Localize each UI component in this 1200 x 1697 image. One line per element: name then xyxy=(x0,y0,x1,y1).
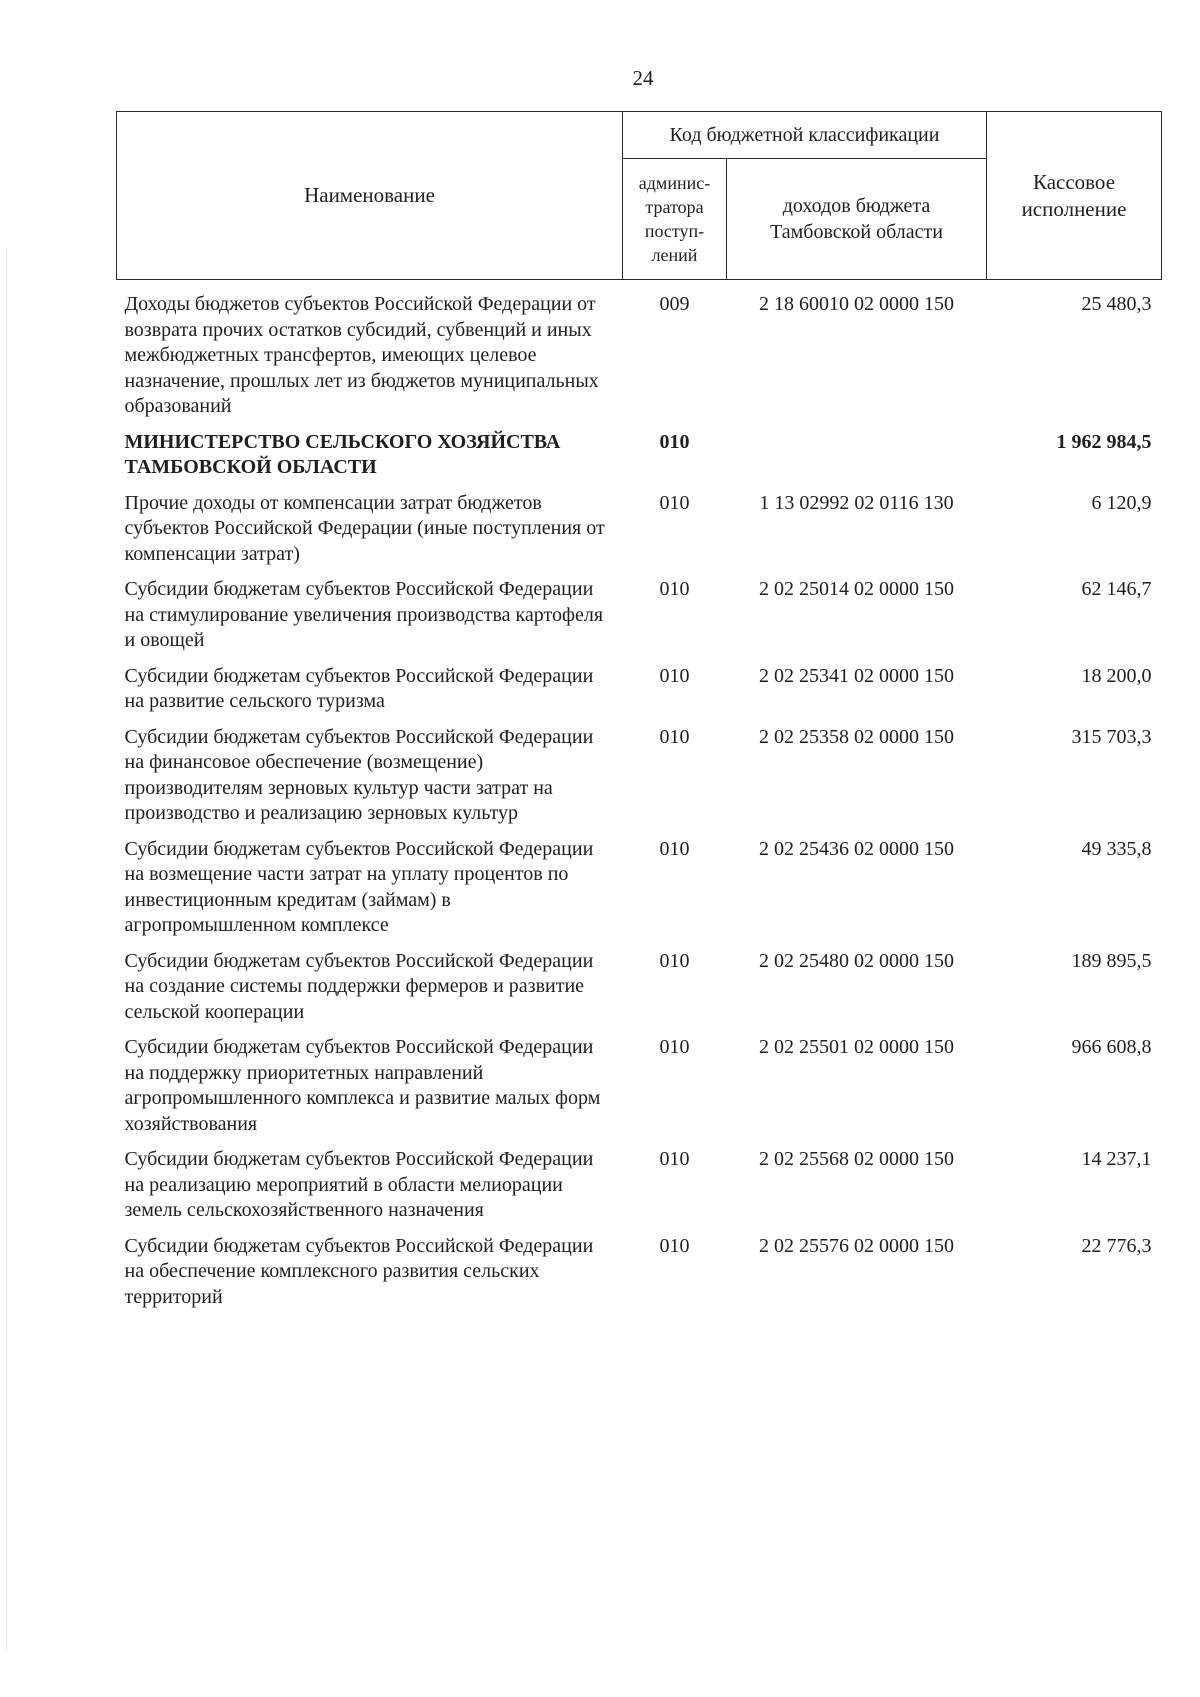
budget-table xyxy=(116,111,1162,1320)
table-row xyxy=(117,577,1162,664)
table-row xyxy=(117,430,1162,491)
row-amount: 18 200,0 xyxy=(1081,664,1152,687)
row-amount: 966 608,8 xyxy=(1071,1036,1152,1058)
table-row xyxy=(117,837,1162,949)
row-amount: 315 703,3 xyxy=(1071,725,1152,748)
row-name: Субсидии бюджетам субъектов Российской Федерации на стимулирование увеличения производства картофеля и овощей xyxy=(124,578,604,651)
row-amount: 49 335,8 xyxy=(1081,837,1152,860)
row-admin-code: 010 xyxy=(659,491,690,514)
row-name: Субсидии бюджетам субъектов Российской Федерации на реализацию мероприятий в области мелиорации земель сельскохозяйственного назначения xyxy=(124,1148,594,1221)
row-income-code: 2 02 25501 02 0000 150 xyxy=(759,1036,954,1058)
row-amount: 189 895,5 xyxy=(1071,949,1152,972)
row-admin-code: 010 xyxy=(659,430,690,453)
row-amount: 62 146,7 xyxy=(1081,578,1152,600)
row-income-code: 2 02 25358 02 0000 150 xyxy=(759,725,954,748)
table-row xyxy=(117,949,1162,1036)
row-admin-code: 010 xyxy=(659,1148,690,1170)
table-row xyxy=(117,1035,1162,1147)
row-income-code: 2 02 25014 02 0000 150 xyxy=(759,578,954,600)
row-income-code xyxy=(727,430,987,491)
row-admin-code: 010 xyxy=(659,1234,690,1257)
row-name: Субсидии бюджетам субъектов Российской Федерации на развитие сельского туризма xyxy=(124,664,594,712)
table-row xyxy=(117,1147,1162,1234)
row-admin-code: 010 xyxy=(659,837,690,860)
header-income-code xyxy=(727,159,987,280)
table-row xyxy=(117,1234,1162,1321)
row-admin-code: 010 xyxy=(659,664,690,687)
page-number: 24 xyxy=(632,66,654,90)
header-name: Наименование xyxy=(117,112,623,280)
table-row xyxy=(117,725,1162,837)
table-row xyxy=(117,280,1162,430)
scan-margin-line xyxy=(6,250,7,1650)
row-income-code: 1 13 02992 02 0116 130 xyxy=(759,491,954,514)
header-admin xyxy=(623,159,727,280)
row-name: Субсидии бюджетам субъектов Российской Федерации на возмещение части затрат на уплату процентов по инвестиционным кредитам (займам) в агропромышленном комплексе xyxy=(124,837,594,936)
row-amount: 1 962 984,5 xyxy=(1056,430,1152,453)
row-name: Доходы бюджетов субъектов Российской Федерации от возврата прочих остатков субсидий, субвенций и иных межбюджетных трансфертов, имеющих целевое назначение, прошлых лет из бюджетов муниципальных образований xyxy=(124,293,599,417)
row-admin-code: 009 xyxy=(659,293,690,315)
row-admin-code: 010 xyxy=(659,578,690,600)
row-income-code: 2 02 25568 02 0000 150 xyxy=(759,1148,954,1170)
row-amount: 22 776,3 xyxy=(1081,1234,1152,1257)
row-name: Субсидии бюджетам субъектов Российской Федерации на создание системы поддержки фермеров и развитие сельской кооперации xyxy=(124,949,594,1023)
row-name: Прочие доходы от компенсации затрат бюджетов субъектов Российской Федерации (иные поступления от компенсации затрат) xyxy=(124,491,605,565)
header-code-group: Код бюджетной классификации xyxy=(623,112,987,159)
row-admin-code: 010 xyxy=(659,1036,690,1058)
table-header xyxy=(117,112,1162,280)
row-name: Субсидии бюджетам субъектов Российской Федерации на поддержку приоритетных направлений агропромышленного комплекса и развитие малых форм хозяйствования xyxy=(124,1036,601,1135)
row-income-code: 2 02 25576 02 0000 150 xyxy=(759,1234,954,1257)
row-amount: 6 120,9 xyxy=(1091,491,1152,514)
table-body xyxy=(117,280,1162,1321)
row-income-code: 2 02 25436 02 0000 150 xyxy=(759,837,954,860)
row-name: МИНИСТЕРСТВО СЕЛЬСКОГО ХОЗЯЙСТВА ТАМБОВСКОЙ ОБЛАСТИ xyxy=(124,430,561,478)
table-row xyxy=(117,664,1162,725)
row-admin-code: 010 xyxy=(659,725,690,748)
row-admin-code: 010 xyxy=(659,949,690,972)
row-amount: 14 237,1 xyxy=(1081,1148,1152,1170)
row-income-code: 2 02 25341 02 0000 150 xyxy=(759,664,954,687)
header-cash-execution xyxy=(987,112,1162,280)
row-name: Субсидии бюджетам субъектов Российской Федерации на финансовое обеспечение (возмещение) производителям зерновых культур части затрат на производство и реализацию зерновых культур xyxy=(124,725,594,824)
row-income-code: 2 02 25480 02 0000 150 xyxy=(759,949,954,972)
header-income-code-text: доходов бюджета Тамбовской области xyxy=(770,195,943,243)
row-income-code: 2 18 60010 02 0000 150 xyxy=(759,293,954,315)
table-row xyxy=(117,491,1162,578)
row-name: Субсидии бюджетам субъектов Российской Федерации на обеспечение комплексного развития сельских территорий xyxy=(124,1234,594,1308)
header-admin-text: админис- тратора поступ- лений xyxy=(638,173,711,265)
row-amount: 25 480,3 xyxy=(1081,293,1152,315)
header-cash-text: Кассовое исполнение xyxy=(1021,169,1127,221)
